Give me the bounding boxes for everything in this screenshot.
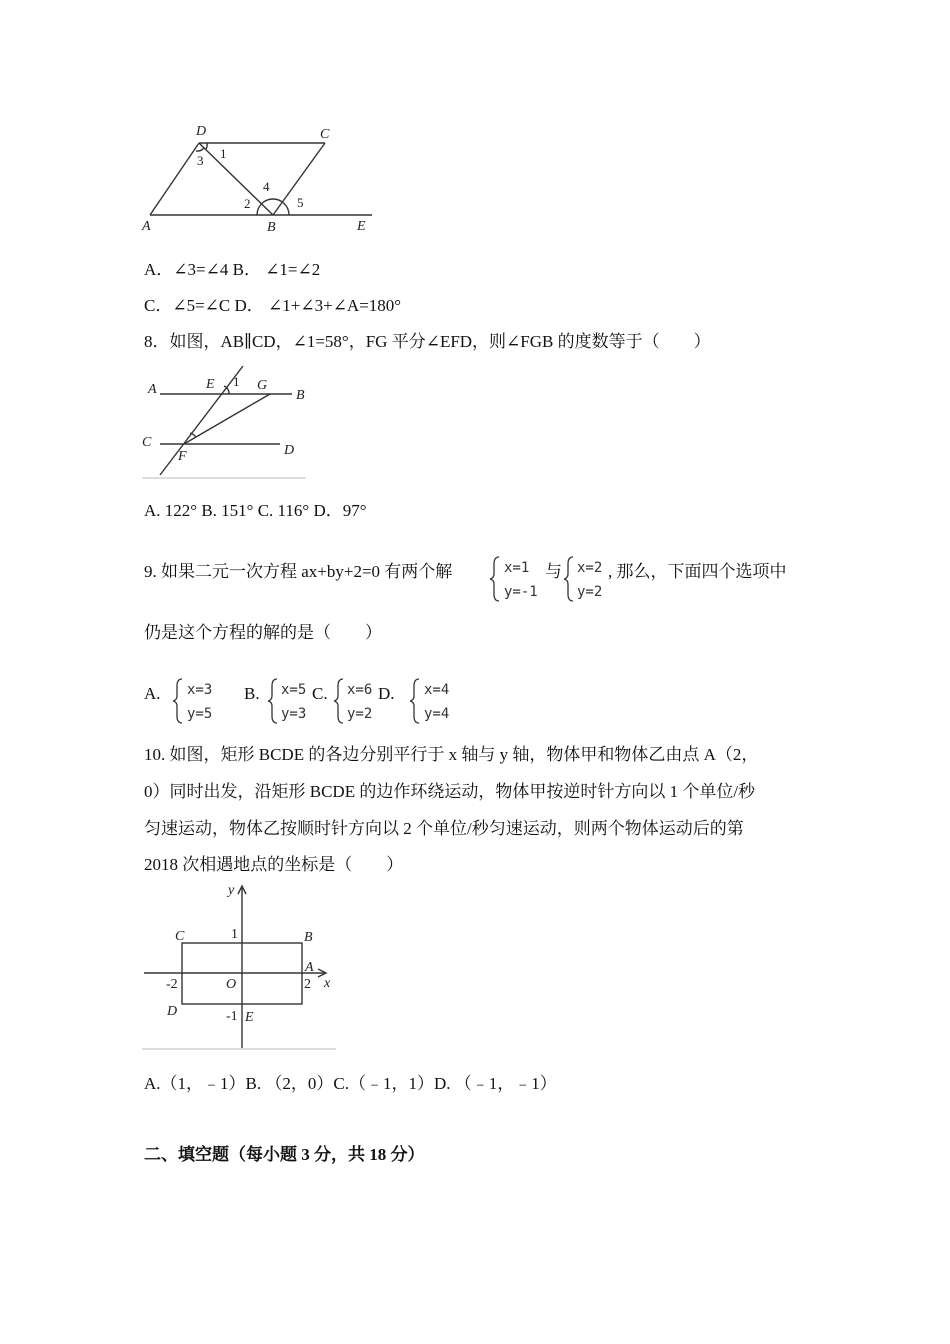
q9-text-before: 9. 如果二元一次方程 ax+by+2=0 有两个解 xyxy=(144,562,453,581)
arc-angles-at-B xyxy=(257,199,289,215)
angle-label-2: 2 xyxy=(244,196,251,211)
label-A: A xyxy=(148,382,157,397)
q9-option-a-label: A. xyxy=(144,684,161,703)
label-D: D xyxy=(284,443,295,458)
label-C: C xyxy=(175,929,185,944)
q9-solution-2-system xyxy=(564,554,610,604)
q9-option-d-label: D. xyxy=(378,684,395,703)
brace-icon xyxy=(268,679,277,723)
q9-sol1-y: y=-1 xyxy=(504,584,538,600)
q9-sol1-x: x=1 xyxy=(504,560,530,576)
q9-line2: 仍是这个方程的解的是（ ） xyxy=(144,623,382,642)
label-F: F xyxy=(178,449,187,464)
section-2-heading: 二、填空题（每小题 3 分，共 18 分） xyxy=(144,1145,425,1164)
q10-line3: 匀速运动，物体乙按顺时针方向以 2 个单位/秒匀速运动，则两个物体运动后的第 xyxy=(144,819,744,838)
label-D: D xyxy=(167,1004,178,1019)
label-O: O xyxy=(226,977,237,992)
q9-optC-y: y=2 xyxy=(347,706,373,722)
q9-option-b-label: B. xyxy=(244,684,260,703)
transversal-EF xyxy=(160,366,243,475)
label-B: B xyxy=(304,930,313,945)
tick-label-neg2: -2 xyxy=(166,977,178,992)
q7-parallelogram-figure xyxy=(140,118,380,240)
label-D: D xyxy=(196,124,207,139)
label-x: x xyxy=(324,976,331,991)
q9-connector: 与 xyxy=(545,562,562,581)
q10-line1: 10. 如图，矩形 BCDE 的各边分别平行于 x 轴与 y 轴，物体甲和物体乙由点 A（2， xyxy=(144,745,759,764)
brace-icon xyxy=(334,679,343,723)
q9-option-c-label: C. xyxy=(312,684,328,703)
label-y: y xyxy=(228,883,235,898)
label-B: B xyxy=(267,220,276,235)
q9-optA-x: x=3 xyxy=(187,682,213,698)
line-FG xyxy=(184,394,270,444)
q9-option-c-system xyxy=(334,676,380,726)
angle-label-1: 1 xyxy=(220,146,227,161)
q8-question-text: 8．如图，AB∥CD，∠1=58°，FG 平分∠EFD，则∠FGB 的度数等于（ ） xyxy=(144,332,711,351)
label-C: C xyxy=(142,435,152,450)
q10-options: A.（1，﹣1）B. （2，0）C.（﹣1，1）D. （﹣1，﹣1） xyxy=(144,1074,557,1093)
q9-option-a-system xyxy=(173,676,223,726)
line-AD xyxy=(150,143,199,215)
arc-angle-3 xyxy=(196,148,204,151)
brace-icon xyxy=(410,679,419,723)
angle-label-5: 5 xyxy=(297,195,304,210)
q9-option-d-system xyxy=(410,676,460,726)
arc-angle-1 xyxy=(206,143,207,149)
q9-sol2-x: x=2 xyxy=(577,560,603,576)
q8-options: A. 122° B. 151° C. 116° D．97° xyxy=(144,501,367,520)
label-E: E xyxy=(357,219,366,234)
angle-label-1: 1 xyxy=(233,374,240,389)
label-G: G xyxy=(257,378,268,393)
angle-label-3: 3 xyxy=(197,153,204,168)
tick-label-1: 1 xyxy=(231,927,238,942)
q7-options-line1: A．∠3=∠4 B． ∠1=∠2 xyxy=(144,260,321,279)
label-B: B xyxy=(296,388,305,403)
q8-parallel-lines-figure xyxy=(140,364,310,480)
brace-icon xyxy=(173,679,182,723)
tick-label-2: 2 xyxy=(304,977,311,992)
q7-options-line2: C．∠5=∠C D． ∠1+∠3+∠A=180° xyxy=(144,296,402,315)
brace-icon xyxy=(564,557,573,601)
q9-text-after: , 那么，下面四个选项中 xyxy=(608,562,787,581)
q9-optC-x: x=6 xyxy=(347,682,373,698)
label-E: E xyxy=(206,377,215,392)
q9-sol2-y: y=2 xyxy=(577,584,603,600)
label-E: E xyxy=(245,1010,254,1025)
label-A: A xyxy=(142,219,151,234)
tick-label-neg1: -1 xyxy=(226,1009,238,1024)
label-A: A xyxy=(305,960,314,975)
q9-optD-x: x=4 xyxy=(424,682,450,698)
q9-solution-1-system xyxy=(490,554,544,604)
q9-optB-y: y=3 xyxy=(281,706,307,722)
angle-label-4: 4 xyxy=(263,179,270,194)
q10-line2: 0）同时出发，沿矩形 BCDE 的边作环绕运动，物体甲按逆时针方向以 1 个单位/秒 xyxy=(144,782,756,801)
q9-optB-x: x=5 xyxy=(281,682,307,698)
q10-line4: 2018 次相遇地点的坐标是（ ） xyxy=(144,855,404,874)
q9-optA-y: y=5 xyxy=(187,706,213,722)
brace-icon xyxy=(490,557,499,601)
label-C: C xyxy=(320,127,330,142)
q9-optD-y: y=4 xyxy=(424,706,450,722)
q10-coordinate-figure xyxy=(140,880,340,1052)
q9-option-b-system xyxy=(268,676,314,726)
